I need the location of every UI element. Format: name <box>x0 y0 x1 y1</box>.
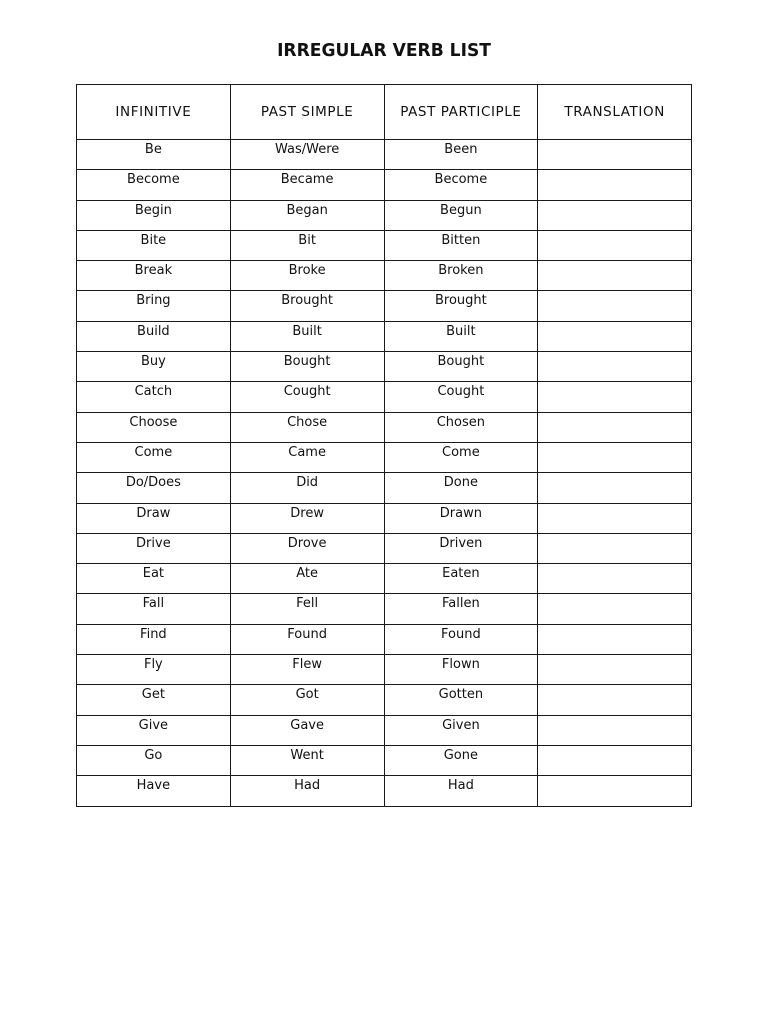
table-row <box>77 564 692 594</box>
translation-cell[interactable] <box>538 412 692 442</box>
translation-cell[interactable] <box>538 261 692 291</box>
past-simple-cell: Did <box>230 473 384 503</box>
past-participle-cell: Gone <box>384 745 538 775</box>
past-simple-cell: Drew <box>230 503 384 533</box>
translation-cell[interactable] <box>538 200 692 230</box>
table-row <box>77 321 692 351</box>
translation-cell[interactable] <box>538 745 692 775</box>
translation-cell[interactable] <box>538 624 692 654</box>
infinitive-cell: Drive <box>77 533 231 563</box>
table-row <box>77 655 692 685</box>
past-simple-cell: Built <box>230 321 384 351</box>
table-row <box>77 230 692 260</box>
infinitive-cell: Come <box>77 442 231 472</box>
past-participle-cell: Brought <box>384 291 538 321</box>
translation-cell[interactable] <box>538 715 692 745</box>
past-simple-cell: Bought <box>230 352 384 382</box>
past-simple-cell: Broke <box>230 261 384 291</box>
past-simple-cell: Gave <box>230 715 384 745</box>
past-simple-cell: Chose <box>230 412 384 442</box>
verb-table <box>76 84 692 807</box>
translation-cell[interactable] <box>538 473 692 503</box>
past-participle-cell: Gotten <box>384 685 538 715</box>
table-row <box>77 170 692 200</box>
past-simple-cell: Began <box>230 200 384 230</box>
past-participle-cell: Cought <box>384 382 538 412</box>
past-simple-cell: Brought <box>230 291 384 321</box>
past-simple-cell: Ate <box>230 564 384 594</box>
translation-cell[interactable] <box>538 594 692 624</box>
past-simple-cell: Fell <box>230 594 384 624</box>
past-participle-cell: Flown <box>384 655 538 685</box>
infinitive-cell: Fly <box>77 655 231 685</box>
table-row <box>77 200 692 230</box>
table-row <box>77 776 692 806</box>
table-row <box>77 291 692 321</box>
table-row <box>77 442 692 472</box>
past-participle-cell: Done <box>384 473 538 503</box>
infinitive-cell: Break <box>77 261 231 291</box>
past-participle-cell: Built <box>384 321 538 351</box>
past-participle-cell: Drawn <box>384 503 538 533</box>
infinitive-cell: Have <box>77 776 231 806</box>
infinitive-cell: Catch <box>77 382 231 412</box>
past-simple-cell: Cought <box>230 382 384 412</box>
table-header <box>77 85 692 140</box>
past-simple-cell: Got <box>230 685 384 715</box>
translation-cell[interactable] <box>538 503 692 533</box>
infinitive-cell: Be <box>77 140 231 170</box>
infinitive-cell: Bite <box>77 230 231 260</box>
past-simple-cell: Flew <box>230 655 384 685</box>
table-row <box>77 745 692 775</box>
table-row <box>77 533 692 563</box>
past-participle-cell: Fallen <box>384 594 538 624</box>
infinitive-cell: Do/Does <box>77 473 231 503</box>
past-simple-cell: Had <box>230 776 384 806</box>
infinitive-cell: Get <box>77 685 231 715</box>
translation-cell[interactable] <box>538 776 692 806</box>
table-row <box>77 473 692 503</box>
translation-cell[interactable] <box>538 655 692 685</box>
translation-cell[interactable] <box>538 140 692 170</box>
infinitive-cell: Choose <box>77 412 231 442</box>
past-simple-cell: Drove <box>230 533 384 563</box>
infinitive-cell: Build <box>77 321 231 351</box>
header-row <box>77 85 692 140</box>
translation-cell[interactable] <box>538 442 692 472</box>
past-simple-cell: Bit <box>230 230 384 260</box>
header-past-participle: PAST PARTICIPLE <box>384 85 538 140</box>
translation-cell[interactable] <box>538 533 692 563</box>
infinitive-cell: Buy <box>77 352 231 382</box>
table-row <box>77 412 692 442</box>
translation-cell[interactable] <box>538 685 692 715</box>
past-participle-cell: Bought <box>384 352 538 382</box>
infinitive-cell: Give <box>77 715 231 745</box>
table-row <box>77 261 692 291</box>
infinitive-cell: Bring <box>77 291 231 321</box>
past-participle-cell: Had <box>384 776 538 806</box>
infinitive-cell: Eat <box>77 564 231 594</box>
page-title: IRREGULAR VERB LIST <box>277 40 491 61</box>
table-row <box>77 624 692 654</box>
past-participle-cell: Been <box>384 140 538 170</box>
past-participle-cell: Come <box>384 442 538 472</box>
past-simple-cell: Found <box>230 624 384 654</box>
infinitive-cell: Fall <box>77 594 231 624</box>
translation-cell[interactable] <box>538 382 692 412</box>
table-row <box>77 594 692 624</box>
infinitive-cell: Begin <box>77 200 231 230</box>
infinitive-cell: Become <box>77 170 231 200</box>
past-participle-cell: Begun <box>384 200 538 230</box>
table-row <box>77 685 692 715</box>
header-translation: TRANSLATION <box>538 85 692 140</box>
infinitive-cell: Draw <box>77 503 231 533</box>
table-row <box>77 503 692 533</box>
past-simple-cell: Went <box>230 745 384 775</box>
past-participle-cell: Found <box>384 624 538 654</box>
header-infinitive: INFINITIVE <box>77 85 231 140</box>
past-simple-cell: Was/Were <box>230 140 384 170</box>
past-participle-cell: Driven <box>384 533 538 563</box>
translation-cell[interactable] <box>538 170 692 200</box>
past-simple-cell: Came <box>230 442 384 472</box>
past-participle-cell: Chosen <box>384 412 538 442</box>
past-participle-cell: Broken <box>384 261 538 291</box>
table-row <box>77 352 692 382</box>
translation-cell[interactable] <box>538 321 692 351</box>
past-participle-cell: Bitten <box>384 230 538 260</box>
translation-cell[interactable] <box>538 291 692 321</box>
table-row <box>77 715 692 745</box>
table-row <box>77 140 692 170</box>
infinitive-cell: Find <box>77 624 231 654</box>
translation-cell[interactable] <box>538 230 692 260</box>
past-participle-cell: Become <box>384 170 538 200</box>
table-body <box>77 140 692 807</box>
infinitive-cell: Go <box>77 745 231 775</box>
past-participle-cell: Eaten <box>384 564 538 594</box>
header-past-simple: PAST SIMPLE <box>230 85 384 140</box>
past-participle-cell: Given <box>384 715 538 745</box>
past-simple-cell: Became <box>230 170 384 200</box>
translation-cell[interactable] <box>538 564 692 594</box>
translation-cell[interactable] <box>538 352 692 382</box>
table-row <box>77 382 692 412</box>
